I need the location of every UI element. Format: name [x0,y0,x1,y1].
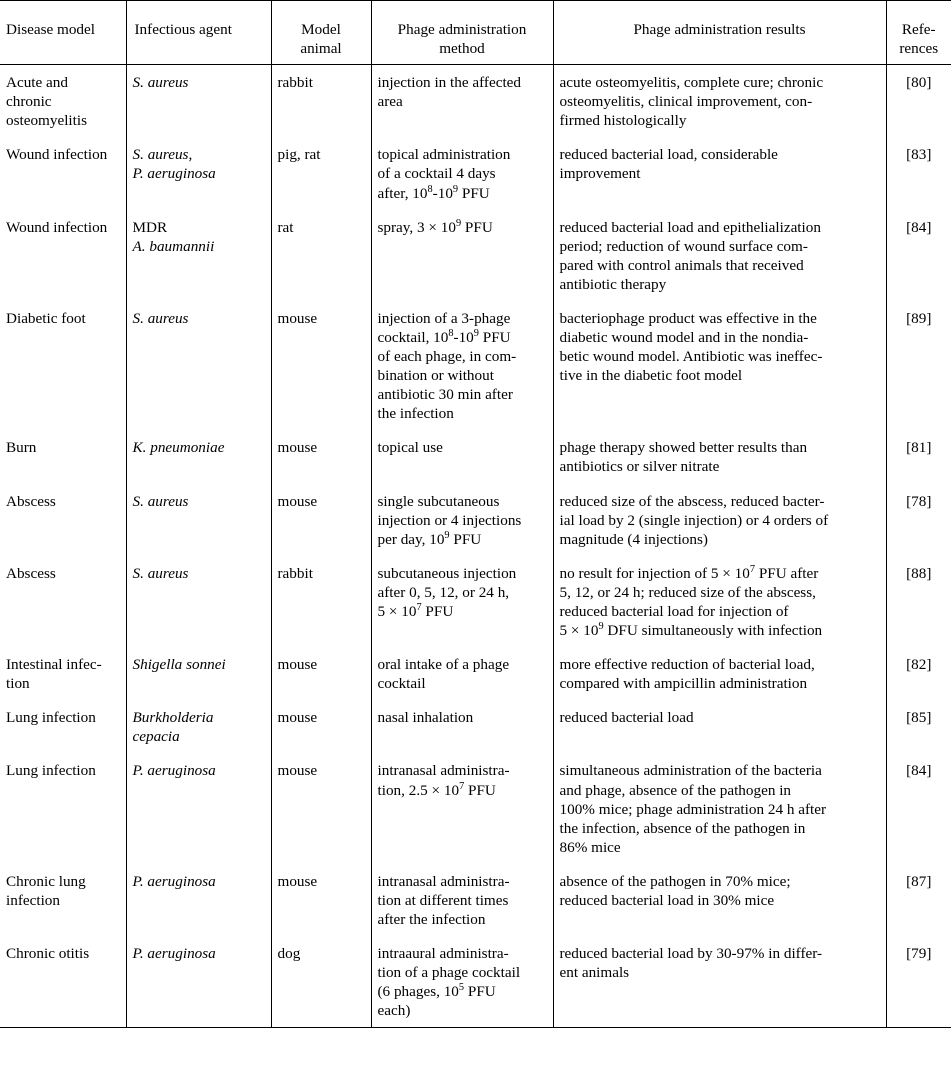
reference-citation: [81] [906,439,932,457]
administration-results-line: and phage, absence of the pathogen in [559,781,792,799]
cell-disease-model [0,700,126,753]
cell-infectious-agent [126,301,271,430]
administration-results-line: 100% mice; phage administration 24 h after [559,800,827,818]
model-animal-value: rabbit [277,564,313,582]
cell-administration-method [371,864,553,936]
administration-method-line: intranasal administra- [377,762,510,780]
cell-infectious-agent [126,700,271,753]
cell-model-animal [271,210,371,301]
administration-results-line: bacteriophage product was effective in the [559,309,817,327]
administration-results-line: $5 \times 10^9$ DFU simultaneously with infection [559,620,823,640]
column-header-disease-model [0,1,126,65]
agent-species-name: S. aureus [132,564,189,582]
administration-method-line: cocktail [377,675,426,693]
column-header-references-line2: rences [899,40,939,58]
administration-method-line: intranasal administra- [377,872,510,890]
cell-disease-model [0,647,126,700]
administration-method-line: tion of a phage cocktail [377,964,521,982]
cell-infectious-agent [126,484,271,556]
cell-disease-model [0,484,126,556]
cell-administration-results [553,556,886,647]
column-header-administration-method [371,1,553,65]
table-body [0,65,951,1028]
administration-results-line: reduced bacterial load for injection of [559,602,789,620]
cell-reference[interactable] [886,484,951,556]
cell-reference[interactable] [886,430,951,483]
cell-administration-method [371,430,553,483]
cell-infectious-agent [126,753,271,863]
agent-species-name: S. aureus [132,74,189,92]
table-row [0,556,951,647]
administration-results-line: 86% mice [559,838,621,856]
administration-method-line: spray, $3 \times 10^9$ PFU [377,217,493,236]
disease-model-line: osteomyelitis [6,112,87,130]
table-row [0,936,951,1028]
administration-results-line: osteomyelitis, clinical improvement, con- [559,93,813,111]
cell-infectious-agent [126,210,271,301]
cell-administration-results [553,647,886,700]
administration-results-line: betic wound model. Antibiotic was ineffec- [559,348,823,366]
agent-species-name: K. pneumoniae [132,439,225,457]
cell-infectious-agent [126,864,271,936]
disease-model-line: Chronic lung [6,872,86,890]
disease-model-line: Lung infection [6,762,96,780]
administration-method-line: injection or 4 injections [377,511,522,529]
table-row [0,647,951,700]
table-header [0,1,951,65]
administration-method-line: single subcutaneous [377,492,500,510]
cell-reference[interactable] [886,301,951,430]
agent-species-name: A. baumannii [132,237,215,255]
cell-model-animal [271,556,371,647]
model-animal-value: mouse [277,656,318,674]
exponent: 9 [473,327,479,339]
administration-results-line: tive in the diabetic foot model [559,367,743,385]
cell-administration-results [553,484,886,556]
disease-model-line: Abscess [6,564,56,582]
cell-disease-model [0,556,126,647]
administration-results-line: more effective reduction of bacterial load, [559,656,815,674]
table-header-row [0,1,951,65]
cell-disease-model [0,210,126,301]
column-header-infectious-agent [126,1,271,65]
cell-disease-model [0,753,126,863]
table-row [0,430,951,483]
cell-reference[interactable] [886,936,951,1028]
model-animal-value: mouse [277,762,318,780]
cell-reference[interactable] [886,556,951,647]
administration-results-line: reduced bacterial load, considerable [559,146,778,164]
reference-citation: [84] [906,218,932,236]
cell-reference[interactable] [886,864,951,936]
cell-reference[interactable] [886,700,951,753]
administration-method-line: topical administration [377,146,511,164]
table-row [0,484,951,556]
cell-administration-method [371,753,553,863]
reference-citation: [87] [906,872,932,890]
administration-results-line: ial load by 2 (single injection) or 4 orders of [559,511,829,529]
reference-citation: [78] [906,492,932,510]
cell-model-animal [271,484,371,556]
table-row [0,700,951,753]
administration-method-line: injection of a 3-phage [377,309,511,327]
cell-administration-method [371,301,553,430]
administration-results-line: firmed histologically [559,112,687,130]
reference-citation: [83] [906,146,932,164]
administration-method-line: bination or without [377,367,494,385]
exponent: 8 [427,183,433,195]
cell-disease-model [0,430,126,483]
cell-disease-model [0,864,126,936]
cell-reference[interactable] [886,210,951,301]
administration-method-line: tion, $2.5 \times 10^7$ PFU [377,780,496,799]
administration-results-line: acute osteomyelitis, complete cure; chronic [559,74,824,92]
cell-reference[interactable] [886,647,951,700]
cell-model-animal [271,753,371,863]
cell-model-animal [271,864,371,936]
administration-method-line: (6 phages, $10^5$ PFU [377,982,496,1001]
administration-results-line: improvement [559,165,641,183]
table-row [0,301,951,430]
model-animal-value: rabbit [277,74,313,92]
cell-administration-method [371,647,553,700]
administration-results-line: phage therapy showed better results than [559,439,808,457]
agent-species-name: P. aeruginosa [132,762,216,780]
agent-species-name: S. aureus [132,492,189,510]
cell-administration-method [371,137,553,209]
disease-model-line: Burn [6,439,37,457]
administration-results-line: diabetic wound model and in the nondia- [559,329,809,347]
cell-administration-results [553,700,886,753]
model-animal-value: mouse [277,439,318,457]
cell-infectious-agent [126,936,271,1028]
cell-model-animal [271,65,371,138]
administration-method-line: area [377,93,403,111]
cell-reference[interactable] [886,753,951,863]
cell-infectious-agent [126,65,271,138]
cell-administration-results [553,210,886,301]
column-header-administration-results-label: Phage administration results [633,21,806,38]
administration-results-line: no result for injection of $5 \times 10^7$ PFU after [559,563,819,582]
table-row [0,210,951,301]
agent-prefix: MDR [132,218,168,236]
reference-citation: [89] [906,309,932,327]
administration-results-line: magnitude (4 injections) [559,530,708,548]
administration-method-line: tion at different times [377,891,509,909]
column-header-model-animal [271,1,371,65]
column-header-references [886,1,951,65]
column-header-administration-method-line2: method [439,40,485,58]
exponent: 9 [598,620,604,632]
cell-model-animal [271,301,371,430]
cell-administration-method [371,556,553,647]
agent-species-name: P. aeruginosa [132,165,216,183]
agent-species-name: P. aeruginosa [132,872,216,890]
agent-species-name: cepacia [132,728,180,746]
cell-infectious-agent [126,137,271,209]
cell-model-animal [271,700,371,753]
cell-model-animal [271,430,371,483]
administration-results-line: pared with control animals that received [559,256,804,274]
model-animal-value: pig, rat [277,146,321,164]
disease-model-line: Chronic otitis [6,945,90,963]
cell-model-animal [271,936,371,1028]
administration-method-line: intraaural administra- [377,945,509,963]
administration-results-line: absence of the pathogen in 70% mice; [559,872,791,890]
cell-disease-model [0,137,126,209]
agent-species-name: S. aureus [132,309,189,327]
cell-administration-results [553,137,886,209]
administration-method-line: the infection [377,405,454,423]
agent-species-name: P. aeruginosa [132,945,216,963]
disease-model-line: Lung infection [6,709,96,727]
administration-method-line: of each phage, in com- [377,348,517,366]
table-row [0,864,951,936]
reference-citation: [88] [906,564,932,582]
administration-method-line: of a cocktail 4 days [377,165,496,183]
column-header-references-line1: Refe- [901,21,936,38]
cell-administration-method [371,936,553,1028]
cell-reference[interactable] [886,137,951,209]
administration-results-line: 5, 12, or 24 h; reduced size of the abscess, [559,583,816,601]
cell-administration-results [553,301,886,430]
cell-administration-results [553,936,886,1028]
administration-method-line: after, $10^8-10^9$ PFU [377,183,490,202]
reference-citation: [84] [906,762,932,780]
table-row [0,65,951,138]
column-header-administration-results [553,1,886,65]
administration-results-line: reduced bacterial load and epithelialization [559,218,821,236]
exponent: 9 [444,529,450,541]
exponent: 8 [448,327,454,339]
cell-infectious-agent [126,647,271,700]
administration-method-line: after 0, 5, 12, or 24 h, [377,583,510,601]
disease-model-line: infection [6,891,60,909]
administration-results-line: ent animals [559,964,630,982]
administration-method-line: oral intake of a phage [377,656,510,674]
disease-model-line: chronic [6,93,52,111]
cell-administration-method [371,700,553,753]
administration-results-line: reduced bacterial load [559,709,694,727]
administration-method-line: per day, $10^9$ PFU [377,529,482,548]
cell-administration-method [371,210,553,301]
cell-model-animal [271,137,371,209]
reference-citation: [79] [906,945,932,963]
cell-infectious-agent [126,556,271,647]
column-header-disease-model-label: Disease model [6,21,95,38]
administration-method-line: after the infection [377,910,486,928]
agent-species-name: Shigella sonnei [132,656,226,674]
administration-results-line: antibiotic therapy [559,275,667,293]
cell-model-animal [271,647,371,700]
exponent: 5 [458,982,465,994]
agent-species-name: Burkholderia [132,709,214,727]
administration-method-line: $5 \times 10^7$ PFU [377,601,454,620]
exponent: 7 [416,601,422,613]
table-row [0,137,951,209]
reference-citation: [85] [906,709,932,727]
column-header-administration-method-line1: Phage administration [397,21,527,38]
administration-results-line: reduced bacterial load in 30% mice [559,891,775,909]
administration-results-line: antibiotics or silver nitrate [559,458,720,476]
model-animal-value: rat [277,218,294,236]
administration-results-line: the infection, absence of the pathogen in [559,819,806,837]
cell-disease-model [0,936,126,1028]
cell-administration-results [553,753,886,863]
disease-model-line: Wound infection [6,218,108,236]
disease-model-line: Wound infection [6,146,108,164]
cell-disease-model [0,301,126,430]
cell-administration-results [553,430,886,483]
administration-method-line: cocktail, $10^8-10^9$ PFU [377,327,511,347]
disease-model-line: Intestinal infec- [6,656,102,674]
administration-method-line: injection in the affected [377,74,522,92]
administration-results-line: reduced bacterial load by 30-97% in differ- [559,945,823,963]
administration-results-line: reduced size of the abscess, reduced bacter- [559,492,825,510]
cell-reference[interactable] [886,65,951,138]
column-header-infectious-agent-label: Infectious agent [134,21,232,38]
cell-administration-method [371,65,553,138]
administration-method-line: subcutaneous injection [377,564,517,582]
disease-model-line: Abscess [6,492,56,510]
disease-model-line: tion [6,675,30,693]
cell-administration-results [553,864,886,936]
column-header-model-animal-line2: animal [300,40,342,58]
administration-method-line: topical use [377,439,443,457]
model-animal-value: dog [277,945,301,963]
exponent: 9 [455,217,462,229]
cell-administration-method [371,484,553,556]
administration-method-line: antibiotic 30 min after [377,386,513,404]
administration-results-line: compared with ampicillin administration [559,675,808,693]
column-header-model-animal-line1: Model [301,21,341,38]
administration-results-line: simultaneous administration of the bacteria [559,762,822,780]
cell-infectious-agent [126,430,271,483]
model-animal-value: mouse [277,309,318,327]
administration-results-line: period; reduction of wound surface com- [559,237,808,255]
model-animal-value: mouse [277,492,318,510]
administration-method-line: each) [377,1002,411,1020]
model-animal-value: mouse [277,872,318,890]
model-animal-value: mouse [277,709,318,727]
exponent: 7 [749,563,756,575]
reference-citation: [80] [906,74,932,92]
cell-disease-model [0,65,126,138]
administration-method-line: nasal inhalation [377,709,474,727]
disease-model-line: Diabetic foot [6,309,86,327]
table-row [0,753,951,863]
disease-model-line: Acute and [6,74,68,92]
exponent: 7 [459,780,465,792]
reference-citation: [82] [906,656,932,674]
agent-species-name: S. aureus, [132,146,193,164]
exponent: 9 [452,183,459,195]
cell-administration-results [553,65,886,138]
